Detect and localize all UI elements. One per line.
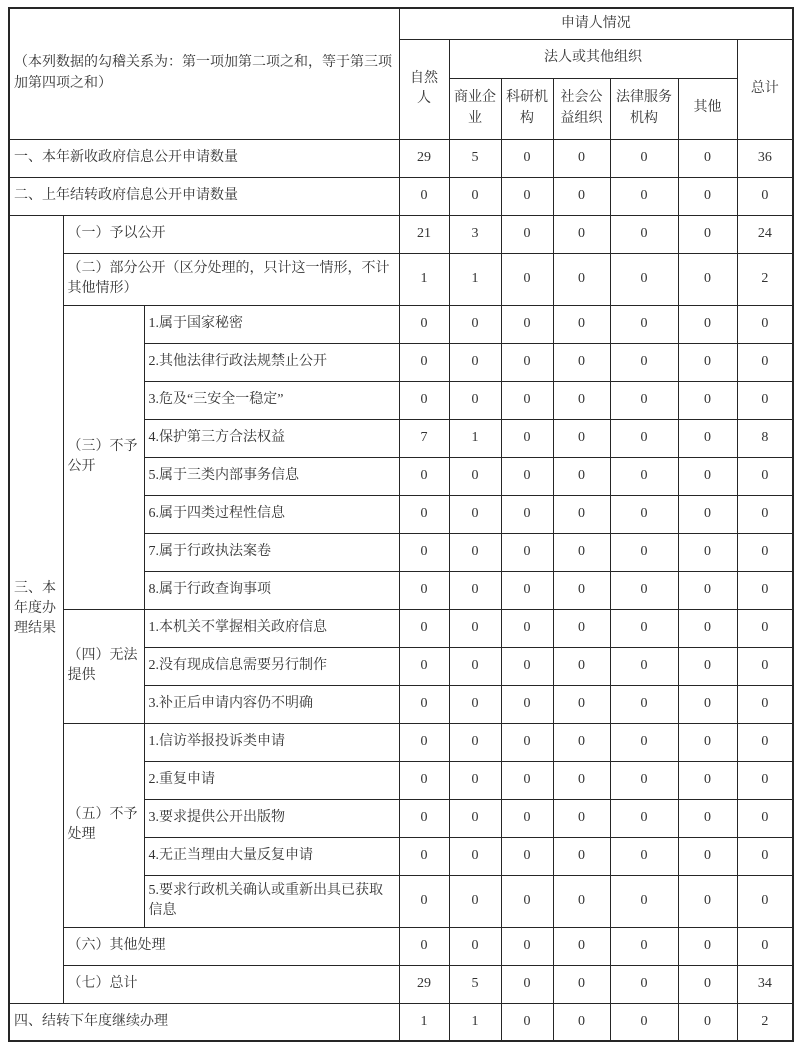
value-cell: 1 — [449, 253, 501, 305]
value-cell: 0 — [399, 927, 449, 965]
value-cell: 5 — [449, 139, 501, 177]
value-cell: 7 — [399, 419, 449, 457]
value-cell: 0 — [737, 927, 793, 965]
value-cell: 3 — [449, 215, 501, 253]
value-cell: 0 — [610, 139, 678, 177]
value-cell: 1 — [449, 1003, 501, 1041]
value-cell: 0 — [399, 723, 449, 761]
value-cell: 0 — [501, 965, 553, 1003]
value-cell: 0 — [449, 799, 501, 837]
value-cell: 0 — [678, 609, 737, 647]
row-label: 3.补正后申请内容仍不明确 — [144, 685, 399, 723]
value-cell: 0 — [678, 381, 737, 419]
row-label: 3.危及“三安全一稳定” — [144, 381, 399, 419]
row-label: （六）其他处理 — [63, 927, 399, 965]
value-cell: 0 — [553, 647, 610, 685]
group-label-annual-results: 三、本年度办理结果 — [9, 215, 63, 1003]
value-cell: 0 — [737, 799, 793, 837]
value-cell: 0 — [449, 761, 501, 799]
table-row — [9, 215, 793, 253]
value-cell: 0 — [610, 419, 678, 457]
value-cell: 8 — [737, 419, 793, 457]
value-cell: 0 — [610, 609, 678, 647]
value-cell: 29 — [399, 965, 449, 1003]
value-cell: 0 — [678, 533, 737, 571]
row-label: 4.保护第三方合法权益 — [144, 419, 399, 457]
value-cell: 0 — [449, 343, 501, 381]
value-cell: 0 — [737, 875, 793, 927]
value-cell: 0 — [449, 685, 501, 723]
table-row — [9, 965, 793, 1003]
row-label: 一、本年新收政府信息公开申请数量 — [9, 139, 399, 177]
value-cell: 0 — [399, 177, 449, 215]
value-cell: 0 — [678, 419, 737, 457]
value-cell: 0 — [399, 571, 449, 609]
value-cell: 0 — [449, 495, 501, 533]
row-label: 5.属于三类内部事务信息 — [144, 457, 399, 495]
value-cell: 0 — [553, 177, 610, 215]
value-cell: 0 — [553, 419, 610, 457]
header-other: 其他 — [678, 78, 737, 139]
value-cell: 0 — [678, 965, 737, 1003]
value-cell: 0 — [610, 875, 678, 927]
header-legal-or-other-org: 法人或其他组织 — [449, 39, 737, 78]
value-cell: 0 — [737, 343, 793, 381]
value-cell: 0 — [501, 1003, 553, 1041]
value-cell: 0 — [678, 875, 737, 927]
value-cell: 0 — [678, 343, 737, 381]
value-cell: 0 — [610, 495, 678, 533]
value-cell: 1 — [399, 1003, 449, 1041]
row-label: （七）总计 — [63, 965, 399, 1003]
value-cell: 0 — [553, 875, 610, 927]
value-cell: 1 — [449, 419, 501, 457]
value-cell: 0 — [737, 381, 793, 419]
value-cell: 0 — [449, 305, 501, 343]
value-cell: 0 — [553, 927, 610, 965]
value-cell: 0 — [610, 305, 678, 343]
value-cell: 0 — [399, 647, 449, 685]
value-cell: 0 — [501, 419, 553, 457]
value-cell: 0 — [449, 381, 501, 419]
value-cell: 0 — [610, 837, 678, 875]
value-cell: 0 — [449, 927, 501, 965]
value-cell: 0 — [501, 761, 553, 799]
row-label: （一）予以公开 — [63, 215, 399, 253]
value-cell: 2 — [737, 1003, 793, 1041]
row-label: 5.要求行政机关确认或重新出具已获取信息 — [144, 875, 399, 927]
value-cell: 0 — [501, 723, 553, 761]
value-cell: 0 — [678, 723, 737, 761]
value-cell: 0 — [449, 609, 501, 647]
value-cell: 0 — [449, 457, 501, 495]
value-cell: 0 — [501, 177, 553, 215]
value-cell: 0 — [737, 305, 793, 343]
value-cell: 0 — [678, 177, 737, 215]
value-cell: 0 — [501, 875, 553, 927]
government-info-disclosure-table — [8, 7, 794, 1042]
value-cell: 21 — [399, 215, 449, 253]
table-row — [9, 723, 793, 761]
value-cell: 36 — [737, 139, 793, 177]
value-cell: 0 — [501, 799, 553, 837]
row-label: 4.无正当理由大量反复申请 — [144, 837, 399, 875]
header-applicant-situation: 申请人情况 — [399, 8, 793, 39]
value-cell: 0 — [553, 457, 610, 495]
value-cell: 0 — [399, 343, 449, 381]
value-cell: 0 — [737, 571, 793, 609]
row-label: 二、上年结转政府信息公开申请数量 — [9, 177, 399, 215]
value-cell: 0 — [610, 571, 678, 609]
value-cell: 0 — [553, 533, 610, 571]
value-cell: 0 — [501, 139, 553, 177]
value-cell: 0 — [678, 571, 737, 609]
table-row — [9, 609, 793, 647]
row-label: 8.属于行政查询事项 — [144, 571, 399, 609]
group-label-unable-to-provide: （四）无法提供 — [63, 609, 144, 723]
value-cell: 0 — [678, 837, 737, 875]
value-cell: 0 — [449, 837, 501, 875]
value-cell: 0 — [610, 723, 678, 761]
header-natural-person: 自然人 — [399, 39, 449, 139]
value-cell: 24 — [737, 215, 793, 253]
value-cell: 0 — [553, 609, 610, 647]
value-cell: 0 — [449, 723, 501, 761]
value-cell: 0 — [678, 685, 737, 723]
value-cell: 0 — [553, 571, 610, 609]
value-cell: 0 — [399, 761, 449, 799]
value-cell: 0 — [501, 457, 553, 495]
row-label: 3.要求提供公开出版物 — [144, 799, 399, 837]
value-cell: 0 — [553, 139, 610, 177]
value-cell: 0 — [678, 647, 737, 685]
value-cell: 2 — [737, 253, 793, 305]
value-cell: 0 — [610, 343, 678, 381]
value-cell: 0 — [501, 685, 553, 723]
value-cell: 0 — [399, 457, 449, 495]
value-cell: 0 — [610, 381, 678, 419]
table-row — [9, 1003, 793, 1041]
value-cell: 0 — [501, 343, 553, 381]
value-cell: 0 — [553, 305, 610, 343]
value-cell: 0 — [678, 799, 737, 837]
value-cell: 0 — [399, 533, 449, 571]
value-cell: 0 — [737, 837, 793, 875]
value-cell: 0 — [553, 799, 610, 837]
value-cell: 0 — [449, 875, 501, 927]
value-cell: 0 — [737, 685, 793, 723]
row-label: 2.重复申请 — [144, 761, 399, 799]
value-cell: 34 — [737, 965, 793, 1003]
table-row — [9, 305, 793, 343]
value-cell: 0 — [501, 381, 553, 419]
value-cell: 0 — [553, 965, 610, 1003]
value-cell: 0 — [553, 723, 610, 761]
value-cell: 0 — [553, 837, 610, 875]
value-cell: 0 — [737, 761, 793, 799]
value-cell: 0 — [553, 343, 610, 381]
header-legal-service-institution: 法律服务机构 — [610, 78, 678, 139]
value-cell: 0 — [399, 875, 449, 927]
value-cell: 0 — [610, 647, 678, 685]
value-cell: 0 — [678, 457, 737, 495]
row-label: 1.属于国家秘密 — [144, 305, 399, 343]
value-cell: 0 — [678, 1003, 737, 1041]
row-label: 四、结转下年度继续办理 — [9, 1003, 399, 1041]
value-cell: 0 — [610, 457, 678, 495]
value-cell: 0 — [501, 609, 553, 647]
value-cell: 0 — [610, 177, 678, 215]
value-cell: 1 — [399, 253, 449, 305]
row-label: 7.属于行政执法案卷 — [144, 533, 399, 571]
value-cell: 0 — [737, 177, 793, 215]
value-cell: 29 — [399, 139, 449, 177]
reconciliation-note: （本列数据的勾稽关系为：第一项加第二项之和，等于第三项加第四项之和） — [9, 8, 399, 139]
value-cell: 0 — [501, 305, 553, 343]
value-cell: 0 — [449, 177, 501, 215]
value-cell: 0 — [678, 305, 737, 343]
value-cell: 0 — [501, 495, 553, 533]
value-cell: 0 — [737, 723, 793, 761]
header-commercial-enterprise: 商业企业 — [449, 78, 501, 139]
row-label: 6.属于四类过程性信息 — [144, 495, 399, 533]
value-cell: 0 — [449, 571, 501, 609]
value-cell: 0 — [501, 571, 553, 609]
value-cell: 0 — [610, 215, 678, 253]
row-label: 2.其他法律行政法规禁止公开 — [144, 343, 399, 381]
value-cell: 0 — [737, 533, 793, 571]
value-cell: 0 — [501, 837, 553, 875]
value-cell: 0 — [501, 533, 553, 571]
value-cell: 0 — [553, 761, 610, 799]
value-cell: 0 — [678, 215, 737, 253]
value-cell: 0 — [449, 533, 501, 571]
value-cell: 0 — [737, 609, 793, 647]
row-label: （二）部分公开（区分处理的，只计这一情形，不计其他情形） — [63, 253, 399, 305]
value-cell: 0 — [553, 215, 610, 253]
table-row — [9, 139, 793, 177]
value-cell: 0 — [610, 927, 678, 965]
value-cell: 0 — [610, 253, 678, 305]
value-cell: 0 — [399, 305, 449, 343]
value-cell: 0 — [501, 215, 553, 253]
table-row — [9, 927, 793, 965]
value-cell: 0 — [678, 495, 737, 533]
value-cell: 0 — [399, 685, 449, 723]
value-cell: 0 — [610, 761, 678, 799]
value-cell: 0 — [610, 685, 678, 723]
value-cell: 0 — [678, 761, 737, 799]
row-label: 1.信访举报投诉类申请 — [144, 723, 399, 761]
value-cell: 0 — [737, 647, 793, 685]
row-label: 1.本机关不掌握相关政府信息 — [144, 609, 399, 647]
value-cell: 0 — [678, 253, 737, 305]
value-cell: 0 — [553, 253, 610, 305]
value-cell: 5 — [449, 965, 501, 1003]
value-cell: 0 — [610, 1003, 678, 1041]
value-cell: 0 — [610, 533, 678, 571]
value-cell: 0 — [678, 139, 737, 177]
header-total: 总计 — [737, 39, 793, 139]
value-cell: 0 — [449, 647, 501, 685]
value-cell: 0 — [610, 799, 678, 837]
row-label: 2.没有现成信息需要另行制作 — [144, 647, 399, 685]
value-cell: 0 — [678, 927, 737, 965]
value-cell: 0 — [737, 495, 793, 533]
table-row — [9, 177, 793, 215]
value-cell: 0 — [399, 609, 449, 647]
value-cell: 0 — [399, 381, 449, 419]
value-cell: 0 — [737, 457, 793, 495]
group-label-not-processed: （五）不予处理 — [63, 723, 144, 927]
group-label-not-disclosed: （三）不予公开 — [63, 305, 144, 609]
value-cell: 0 — [553, 495, 610, 533]
value-cell: 0 — [553, 1003, 610, 1041]
value-cell: 0 — [399, 799, 449, 837]
value-cell: 0 — [501, 927, 553, 965]
value-cell: 0 — [553, 685, 610, 723]
value-cell: 0 — [610, 965, 678, 1003]
table-row — [9, 253, 793, 305]
value-cell: 0 — [553, 381, 610, 419]
value-cell: 0 — [399, 837, 449, 875]
value-cell: 0 — [501, 647, 553, 685]
header-social-public-welfare-org: 社会公益组织 — [553, 78, 610, 139]
value-cell: 0 — [399, 495, 449, 533]
header-research-institution: 科研机构 — [501, 78, 553, 139]
value-cell: 0 — [501, 253, 553, 305]
